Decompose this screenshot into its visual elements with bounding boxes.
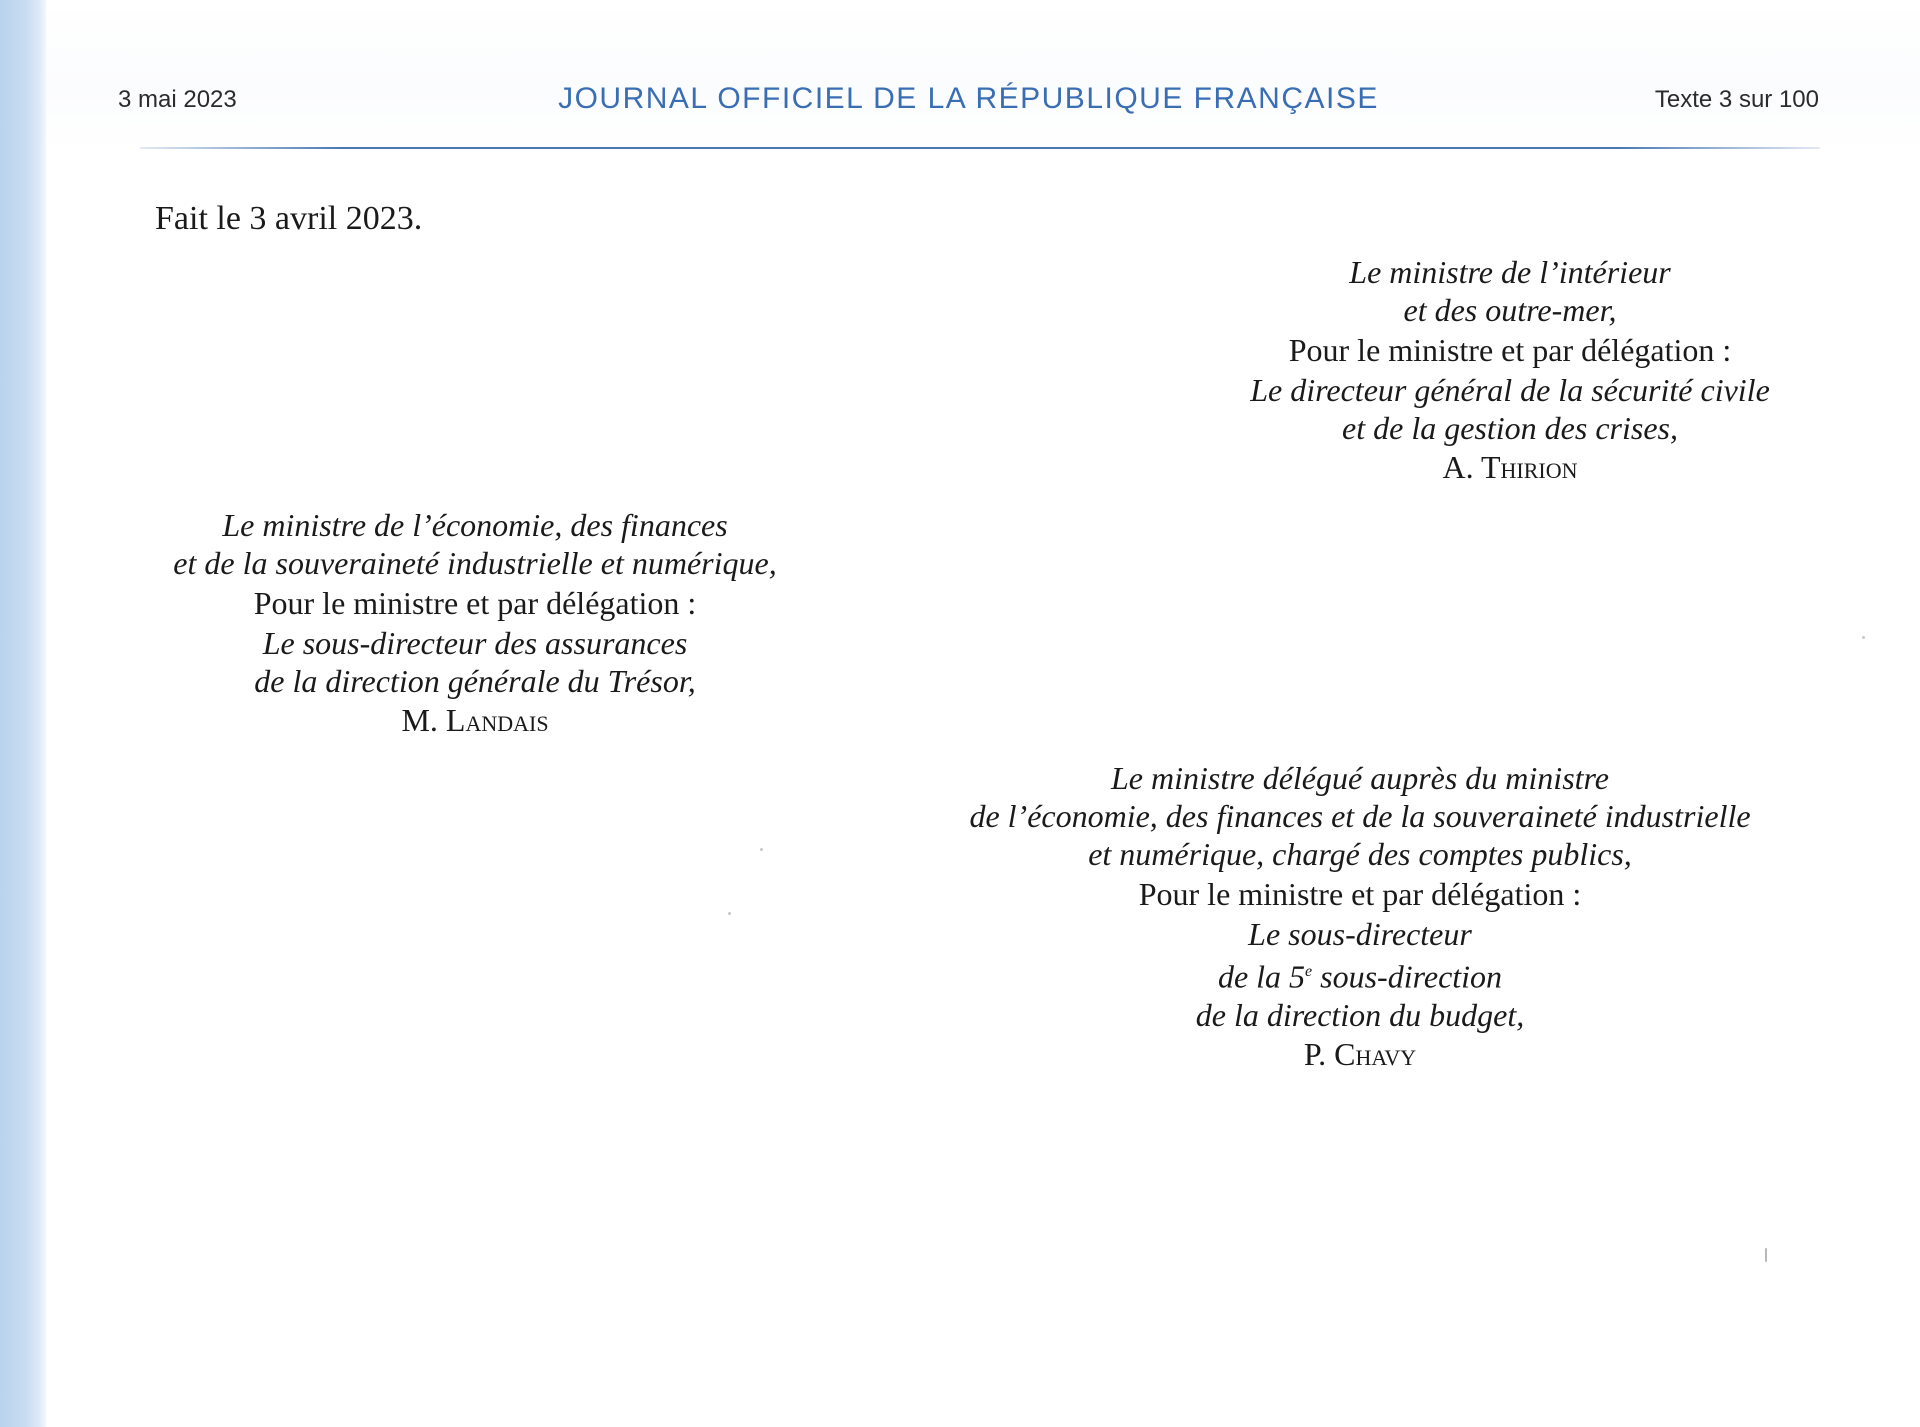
page-header: [118, 80, 1819, 120]
signatory-name: P. Chavy: [1303, 1035, 1417, 1072]
signature-block-comptes-publics: [880, 759, 1840, 1074]
title-line-prefix: de la 5: [1217, 958, 1306, 995]
minister-line: Le ministre de l’économie, des finances: [222, 507, 728, 543]
scan-speck: [728, 912, 731, 915]
minister-line: et numérique, chargé des comptes publics,: [1088, 836, 1632, 872]
signature-block-interieur: [1180, 253, 1840, 487]
signature-block-economie: [100, 506, 850, 740]
minister-line: Le ministre délégué auprès du ministre: [1110, 760, 1609, 796]
delegation-line: Pour le ministre et par délégation :: [253, 585, 697, 621]
minister-line: Le ministre de l’intérieur: [1349, 254, 1671, 290]
scan-speck: [1862, 636, 1865, 639]
ordinal-superscript: e: [1305, 963, 1313, 980]
header-date: 3 mai 2023: [118, 86, 237, 113]
title-line-suffix: sous-direction: [1312, 958, 1503, 995]
signatory-title-line: et de la gestion des crises,: [1342, 410, 1678, 446]
journal-title: JOURNAL OFFICIEL DE LA RÉPUBLIQUE FRANÇAISE: [558, 82, 1379, 115]
signatory-title-line: [880, 953, 1840, 996]
scan-edge-shadow: [0, 0, 46, 1427]
scan-speck: [1765, 1248, 1767, 1262]
header-rule: [140, 147, 1820, 149]
signatory-title-line: Le sous-directeur des assurances: [262, 625, 688, 661]
minister-line: et de la souveraineté industrielle et numérique,: [173, 545, 777, 581]
scan-speck: [760, 848, 763, 851]
signing-date: Fait le 3 avril 2023.: [155, 200, 423, 237]
signatory-name: M. Landais: [401, 702, 549, 738]
delegation-line: Pour le ministre et par délégation :: [1138, 876, 1582, 912]
minister-line: et des outre-mer,: [1403, 292, 1617, 328]
signatory-title-line: Le sous-directeur: [1248, 916, 1472, 952]
delegation-line: Pour le ministre et par délégation :: [1288, 332, 1732, 368]
signatory-title-line: de la direction générale du Trésor,: [254, 663, 696, 699]
text-number: Texte 3 sur 100: [1654, 86, 1819, 113]
signatory-name: A. Thirion: [1442, 449, 1578, 485]
minister-line: de l’économie, des finances et de la souveraineté industrielle: [969, 798, 1751, 834]
signatory-title-line: de la direction du budget,: [1195, 996, 1525, 1033]
scan-background: [46, 0, 1920, 150]
signatory-title-line: Le directeur général de la sécurité civile: [1250, 372, 1770, 408]
